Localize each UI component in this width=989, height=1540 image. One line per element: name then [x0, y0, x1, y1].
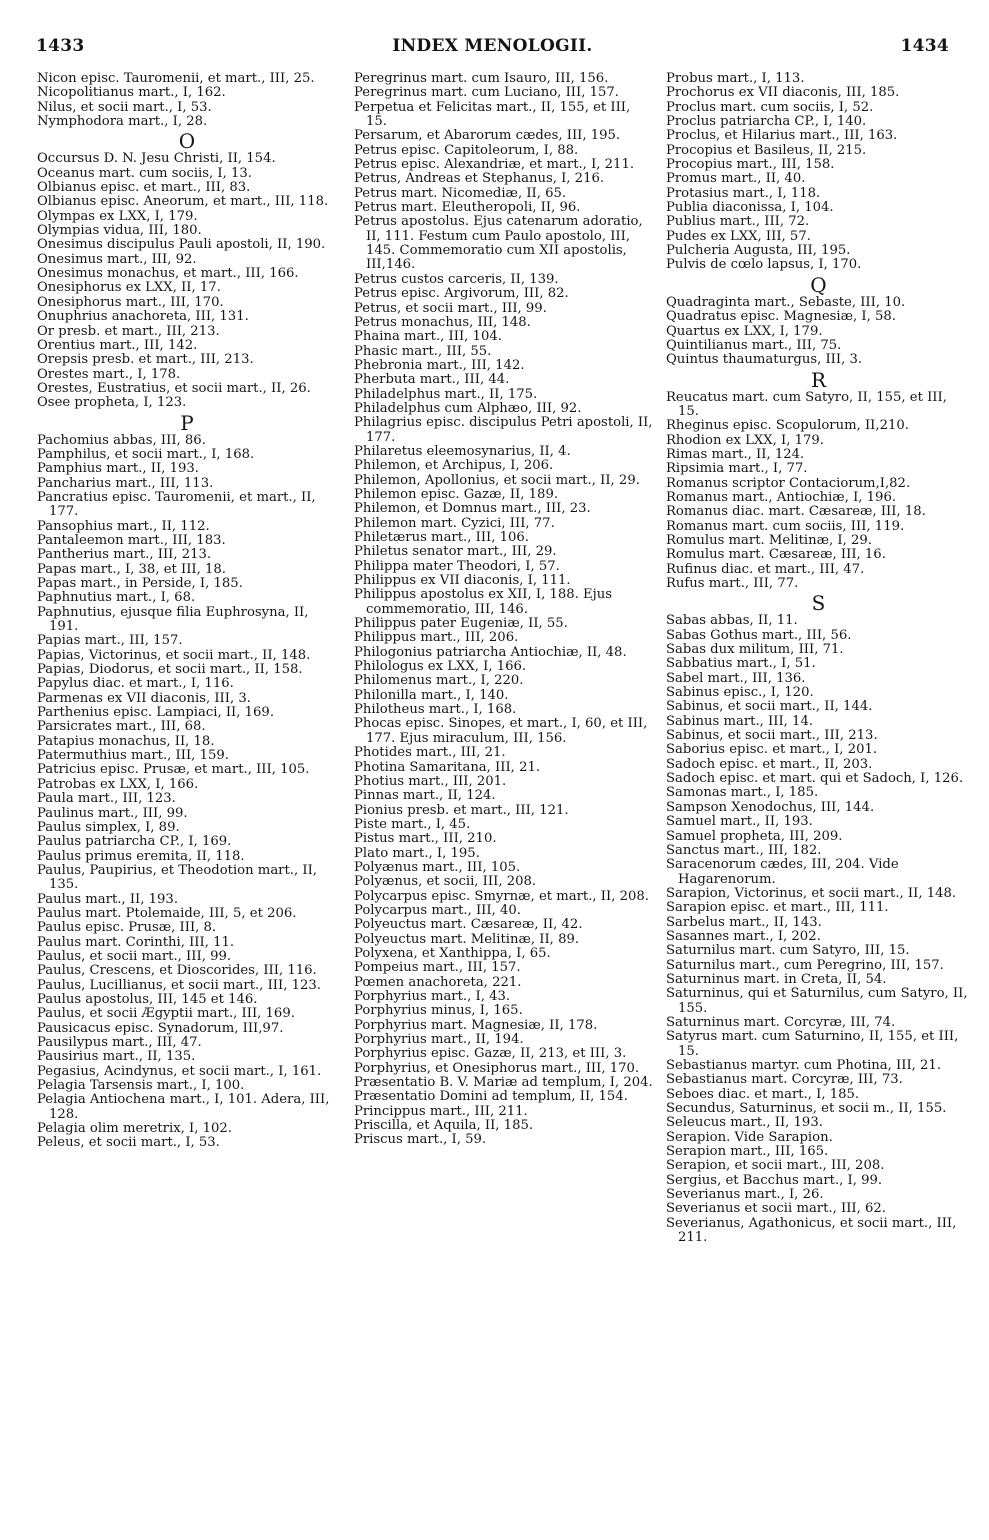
index-entry: Pegasius, Acindynus, et socii mart., I, 161.: [37, 1063, 322, 1079]
index-entry: Romanus mart., Antiochiæ, I, 196.: [666, 489, 897, 505]
index-entry: Pulcheria Augusta, III, 195.: [666, 243, 851, 259]
index-entry: Priscilla, et Aquila, II, 185.: [354, 1118, 534, 1134]
index-entry: Præsentatio B. V. Mariæ ad templum, I, 204.: [354, 1075, 653, 1091]
index-entry: Philemon, et Archipus, I, 206.: [354, 458, 554, 474]
letter-heading: Q: [810, 272, 827, 297]
index-entry: Quintus thaumaturgus, III, 3.: [666, 352, 863, 368]
index-entry: Papias mart., III, 157.: [37, 633, 183, 649]
index-entry: Quintilianus mart., III, 75.: [666, 337, 842, 353]
index-entry: Papylus diac. et mart., I, 116.: [37, 676, 234, 692]
index-entry: Saturnilus mart. cum Satyro, III, 15.: [666, 943, 910, 959]
index-entry: Romanus scriptor Contaciorum,I,82.: [666, 475, 911, 491]
index-entry: Pansophius mart., II, 112.: [37, 518, 210, 534]
index-entry: Pherbuta mart., III, 44.: [354, 372, 510, 388]
index-entry: Severianus, Agathonicus, et socii mart., III, 211.: [666, 1215, 957, 1246]
index-entry: Polyeuctus mart. Cæsareæ, II, 42.: [354, 917, 583, 933]
letter-heading: S: [811, 591, 826, 616]
index-entry: Parmenas ex VII diaconis, III, 3.: [37, 690, 251, 706]
index-entry: Saturnilus mart., cum Peregrino, III, 157.: [666, 957, 944, 973]
index-entry: Petrus mart. Eleutheropoli, II, 96.: [354, 200, 581, 216]
index-entry: Sanctus mart., III, 182.: [666, 842, 822, 858]
index-entry: Porphyrius minus, I, 165.: [354, 1003, 523, 1019]
index-entry: Pinnas mart., II, 124.: [354, 788, 496, 804]
index-entry: Seboes diac. et mart., I, 185.: [666, 1086, 860, 1102]
index-entry: Peregrinus mart. cum Isauro, III, 156.: [354, 71, 609, 86]
index-entry: Præsentatio Domini ad templum, II, 154.: [354, 1089, 628, 1105]
index-entry: Petrus episc. Alexandriæ, et mart., I, 211.: [354, 157, 635, 173]
letter-heading: R: [810, 367, 827, 392]
index-entry: Peregrinus mart. cum Luciano, III, 157.: [354, 85, 619, 101]
index-entry: Proclus, et Hilarius mart., III, 163.: [666, 128, 898, 144]
index-column-2: [354, 72, 654, 1148]
index-entry: Polyxena, et Xanthippa, I, 65.: [354, 945, 551, 961]
index-entry: Petrus episc. Argivorum, III, 82.: [354, 286, 569, 302]
index-entry: Persarum, et Abarorum cædes, III, 195.: [354, 128, 621, 144]
page-number-left: 1433: [36, 36, 85, 56]
index-entry: Philogonius patriarcha Antiochiæ, II, 48.: [354, 644, 627, 660]
index-entry: Onesimus discipulus Pauli apostoli, II, 190.: [37, 237, 326, 253]
index-entry: Philemon, Apollonius, et socii mart., II, 29.: [354, 472, 640, 488]
index-entry: Sarapion, Victorinus, et socii mart., II, 148.: [666, 885, 957, 901]
index-entry: Philagrius episc. discipulus Petri apostoli, II, 177.: [354, 415, 653, 445]
index-entry: Paulinus mart., III, 99.: [37, 805, 188, 821]
index-entry: Pœmen anachoreta, 221.: [354, 974, 522, 990]
index-entry: Phasic mart., III, 55.: [354, 343, 492, 359]
index-entry: Quadratus episc. Magnesiæ, I, 58.: [666, 309, 896, 325]
index-entry: Photius mart., III, 201.: [354, 773, 507, 789]
index-entry: Parsicrates mart., III, 68.: [37, 719, 206, 735]
index-entry: Pancharius mart., III, 113.: [37, 475, 214, 491]
index-entry: Satyrus mart. cum Saturnino, II, 155, et III, 15.: [666, 1029, 959, 1059]
index-entry: Porphyrius mart., I, 43.: [354, 989, 511, 1004]
index-entry: Porphyrius episc. Gazæ, II, 213, et III, 3.: [354, 1046, 627, 1062]
index-entry: Paulus, Lucillianus, et socii mart., III, 123.: [37, 977, 321, 993]
index-entry: Serapion mart., III, 165.: [666, 1144, 829, 1160]
index-entry: Petrus, Andreas et Stephanus, I, 216.: [354, 171, 605, 187]
index-entry: Oceanus mart. cum sociis, I, 13.: [37, 165, 252, 181]
index-entry: Philippus pater Eugeniæ, II, 55.: [354, 616, 568, 632]
index-entry: Philadelphus mart., II, 175.: [354, 386, 538, 402]
index-entry: Pausilypus mart., III, 47.: [37, 1035, 202, 1050]
index-entry: Pelagia olim meretrix, I, 102.: [37, 1121, 232, 1137]
index-entry: Pionius presb. et mart., III, 121.: [354, 802, 569, 818]
index-entry: Polyeuctus mart. Melitinæ, II, 89.: [354, 931, 580, 947]
index-entry: Seleucus mart., II, 193.: [666, 1115, 823, 1131]
index-entry: Sabas Gothus mart., III, 56.: [666, 627, 852, 643]
index-entry: Rimas mart., II, 124.: [666, 446, 805, 462]
index-entry: Reucatus mart. cum Satyro, II, 155, et III, 15.: [666, 389, 947, 419]
index-entry: Pantaleemon mart., III, 183.: [37, 532, 226, 548]
index-entry: Serapion. Vide Sarapion.: [666, 1129, 833, 1145]
index-entry: Serapion, et socii mart., III, 208.: [666, 1158, 885, 1174]
index-entry: Philonilla mart., I, 140.: [354, 687, 509, 703]
index-entry: Pudes ex LXX, III, 57.: [666, 228, 811, 244]
index-entry: Philologus ex LXX, I, 166.: [354, 659, 527, 675]
index-entry: Phocas episc. Sinopes, et mart., I, 60, et III, 177. Ejus miraculum, III, 156.: [354, 716, 648, 746]
index-entry: Patermuthius mart., III, 159.: [37, 748, 229, 764]
index-entry: Paulus, Crescens, et Dioscorides, III, 116.: [37, 963, 317, 979]
index-entry: Phebronia mart., III, 142.: [354, 357, 525, 373]
page-number-right: 1434: [900, 36, 949, 56]
index-entry: Petrus episc. Capitoleorum, I, 88.: [354, 142, 579, 158]
index-entry: Occursus D. N. Jesu Christi, II, 154.: [37, 151, 276, 167]
index-entry: Pausicacus episc. Synadorum, III,97.: [37, 1020, 284, 1036]
index-entry: Petrus mart. Nicomediæ, II, 65.: [354, 185, 567, 201]
index-entry: Secundus, Saturninus, et socii m., II, 155.: [666, 1101, 947, 1117]
index-entry: Saborius episc. et mart., I, 201.: [666, 742, 878, 758]
index-entry: Papias, Diodorus, et socii mart., II, 158.: [37, 662, 303, 678]
index-entry: Pantherius mart., III, 213.: [37, 547, 212, 563]
index-entry: Sabas abbas, II, 11.: [666, 613, 798, 629]
index-entry: Romulus mart. Cæsareæ, III, 16.: [666, 547, 886, 563]
index-entry: Petrus monachus, III, 148.: [354, 314, 531, 330]
index-entry: Onesiphorus ex LXX, II, 17.: [37, 280, 221, 296]
index-entry: Sampson Xenodochus, III, 144.: [666, 799, 875, 815]
index-entry: Onesiphorus mart., III, 170.: [37, 294, 224, 310]
page-title: INDEX MENOLOGII.: [392, 36, 593, 56]
index-entry: Papias, Victorinus, et socii mart., II, 148.: [37, 647, 311, 663]
index-entry: Nicon episc. Tauromenii, et mart., III, 25.: [37, 71, 315, 86]
index-entry: Paphnutius mart., I, 68.: [37, 590, 196, 606]
index-entry: Philotheus mart., I, 168.: [354, 702, 517, 718]
index-entry: Piste mart., I, 45.: [354, 816, 471, 832]
index-entry: Procopius et Basileus, II, 215.: [666, 142, 867, 158]
index-column-3: [666, 72, 971, 1245]
index-entry: Rufinus diac. et mart., III, 47.: [666, 561, 865, 577]
index-entry: Sergius, et Bacchus mart., I, 99.: [666, 1172, 883, 1188]
index-entry: Philaretus eleemosynarius, II, 4.: [354, 443, 571, 459]
index-entry: Publia diaconissa, I, 104.: [666, 200, 834, 216]
index-entry: Paulus patriarcha CP., I, 169.: [37, 834, 232, 850]
index-entry: Osee propheta, I, 123.: [37, 395, 187, 411]
index-entry: Orestes, Eustratius, et socii mart., II, 26.: [37, 380, 311, 396]
index-entry: Polycarpus episc. Smyrnæ, et mart., II, 208.: [354, 888, 649, 904]
index-entry: Saturninus mart. in Creta, II, 54.: [666, 971, 887, 987]
index-entry: Nilus, et socii mart., I, 53.: [37, 99, 212, 115]
index-entry: Pelagia Tarsensis mart., I, 100.: [37, 1078, 245, 1094]
index-entry: Procopius mart., III, 158.: [666, 157, 835, 173]
index-entry: Philemon episc. Gazæ, II, 189.: [354, 486, 559, 502]
index-entry: Onesimus mart., III, 92.: [37, 251, 197, 267]
index-entry: Saturninus mart. Corcyræ, III, 74.: [666, 1014, 896, 1030]
index-entry: Saturninus, qui et Saturnilus, cum Satyro, II, 155.: [666, 986, 968, 1016]
index-entry: Pausirius mart., II, 135.: [37, 1049, 196, 1065]
index-entry: Publius mart., III, 72.: [666, 214, 810, 230]
index-entry: Severianus mart., I, 26.: [666, 1187, 824, 1203]
index-entry: Promus mart., II, 40.: [666, 171, 806, 187]
index-entry: Olbianus episc. et mart., III, 83.: [37, 180, 251, 196]
index-entry: Paulus primus eremita, II, 118.: [37, 848, 245, 864]
index-entry: Orepsis presb. et mart., III, 213.: [37, 352, 254, 368]
index-entry: Or presb. et mart., III, 213.: [37, 323, 220, 339]
index-entry: Paulus simplex, I, 89.: [37, 819, 180, 835]
index-entry: Philadelphus cum Alphæo, III, 92.: [354, 400, 582, 416]
index-entry: Paulus, Paupirius, et Theodotion mart., II, 135.: [37, 862, 317, 893]
index-entry: Pompeius mart., III, 157.: [354, 960, 521, 976]
index-entry: Philomenus mart., I, 220.: [354, 673, 524, 689]
index-entry: Samonas mart., I, 185.: [666, 785, 819, 801]
letter-heading: O: [178, 129, 196, 154]
index-entry: Pelagia Antiochena mart., I, 101. Adera, III, 128.: [37, 1092, 330, 1122]
letter-heading: P: [180, 410, 194, 435]
index-entry: Proclus mart. cum sociis, I, 52.: [666, 99, 874, 115]
index-entry: Porphyrius mart. Magnesiæ, II, 178.: [354, 1017, 598, 1033]
index-entry: Polyænus, et socii, III, 208.: [354, 874, 537, 890]
index-entry: Paphnutius, ejusque filia Euphrosyna, II, 191.: [37, 604, 309, 635]
index-entry: Onuphrius anachoreta, III, 131.: [37, 309, 249, 325]
index-entry: Sabbatius mart., I, 51.: [666, 656, 816, 672]
index-entry: Paulus mart. Ptolemaide, III, 5, et 206.: [37, 905, 297, 921]
index-entry: Ripsimia mart., I, 77.: [666, 461, 808, 477]
index-entry: Philippus mart., III, 206.: [354, 630, 519, 646]
index-entry: Romanus diac. mart. Cæsareæ, III, 18.: [666, 504, 926, 520]
page-header: [36, 36, 949, 62]
index-entry: Petrus custos carceris, II, 139.: [354, 271, 559, 287]
index-entry: Sabinus, et socii mart., III, 213.: [666, 728, 878, 744]
index-entry: Rufus mart., III, 77.: [666, 576, 799, 591]
index-entry: Philemon, et Domnus mart., III, 23.: [354, 501, 591, 517]
index-entry: Pachomius abbas, III, 86.: [37, 432, 206, 448]
index-entry: Petrus, et socii mart., III, 99.: [354, 300, 547, 316]
index-entry: Phaina mart., III, 104.: [354, 329, 502, 345]
index-entry: Saracenorum cædes, III, 204. Vide Hagarenorum.: [666, 857, 899, 887]
index-entry: Princippus mart., III, 211.: [354, 1103, 528, 1119]
index-entry: Olympias vidua, III, 180.: [37, 223, 202, 239]
index-entry: Patapius monachus, II, 18.: [37, 733, 215, 749]
index-entry: Samuel mart., II, 193.: [666, 814, 813, 830]
index-column-1: [37, 72, 337, 1151]
index-entry: Sarapion episc. et mart., III, 111.: [666, 900, 889, 916]
index-entry: Philippus ex VII diaconis, I, 111.: [354, 573, 571, 589]
index-entry: Sebastianus mart. Corcyræ, III, 73.: [666, 1072, 903, 1088]
index-entry: Philippus apostolus ex XII, I, 188. Ejus commemoratio, III, 146.: [354, 587, 613, 617]
index-entry: Photides mart., III, 21.: [354, 745, 506, 761]
index-entry: Porphyrius, et Onesiphorus mart., III, 170.: [354, 1060, 640, 1076]
index-entry: Sasannes mart., I, 202.: [666, 928, 821, 944]
index-entry: Nymphodora mart., I, 28.: [37, 114, 208, 130]
index-entry: Sabinus mart., III, 14.: [666, 713, 814, 729]
index-entry: Sabinus, et socii mart., II, 144.: [666, 699, 873, 715]
index-entry: Paulus episc. Prusæ, III, 8.: [37, 920, 217, 936]
index-entry: Pamphilus, et socii mart., I, 168.: [37, 446, 255, 462]
index-entry: Sabas dux militum, III, 71.: [666, 642, 844, 658]
index-entry: Proclus patriarcha CP., I, 140.: [666, 114, 867, 130]
index-entry: Paulus apostolus, III, 145 et 146.: [37, 991, 258, 1007]
index-entry: Papas mart., I, 38, et III, 18.: [37, 561, 226, 577]
index-entry: Philippa mater Theodori, I, 57.: [354, 558, 560, 574]
index-entry: Papas mart., in Perside, I, 185.: [37, 576, 243, 591]
index-entry: Paulus, et socii mart., III, 99.: [37, 948, 232, 964]
index-entry: Rhodion ex LXX, I, 179.: [666, 432, 824, 448]
index-entry: Sabinus episc., I, 120.: [666, 685, 814, 701]
index-entry: Paulus, et socii Ægyptii mart., III, 169.: [37, 1006, 295, 1022]
index-entry: Quadraginta mart., Sebaste, III, 10.: [666, 294, 906, 310]
index-entry: Sadoch episc. et mart. qui et Sadoch, I, 126.: [666, 771, 964, 787]
index-entry: Protasius mart., I, 118.: [666, 185, 821, 201]
index-entry: Pamphius mart., II, 193.: [37, 461, 199, 477]
index-entry: Samuel propheta, III, 209.: [666, 828, 843, 844]
index-entry: Patrobas ex LXX, I, 166.: [37, 776, 199, 792]
index-entry: Pistus mart., III, 210.: [354, 831, 497, 847]
index-entry: Priscus mart., I, 59.: [354, 1132, 487, 1148]
index-entry: Porphyrius mart., II, 194.: [354, 1032, 524, 1048]
index-entry: Peleus, et socii mart., I, 53.: [37, 1135, 220, 1151]
index-entry: Quartus ex LXX, I, 179.: [666, 323, 823, 339]
index-entry: Plato mart., I, 195.: [354, 845, 480, 861]
index-entry: Romanus mart. cum sociis, III, 119.: [666, 518, 905, 534]
index-entry: Pancratius episc. Tauromenii, et mart., II, 177.: [37, 489, 316, 520]
index-entry: Orestes mart., I, 178.: [37, 366, 181, 382]
index-entry: Patricius episc. Prusæ, et mart., III, 105.: [37, 762, 310, 778]
index-entry: Pulvis de cœlo lapsus, I, 170.: [666, 257, 862, 273]
index-entry: Romulus mart. Melitinæ, I, 29.: [666, 532, 872, 548]
index-entry: Polycarpus mart., III, 40.: [354, 902, 521, 918]
index-entry: Onesimus monachus, et mart., III, 166.: [37, 266, 299, 282]
index-entry: Parthenius episc. Lampiaci, II, 169.: [37, 705, 275, 721]
index-entry: Sabel mart., III, 136.: [666, 670, 806, 686]
index-entry: Probus mart., I, 113.: [666, 71, 805, 86]
index-entry: Severianus et socii mart., III, 62.: [666, 1201, 886, 1217]
index-entry: Sadoch episc. et mart., II, 203.: [666, 756, 873, 772]
index-entry: Photina Samaritana, III, 21.: [354, 759, 541, 775]
index-entry: Philetus senator mart., III, 29.: [354, 544, 557, 560]
index-entry: Olbianus episc. Aneorum, et mart., III, 118.: [37, 194, 329, 210]
index-entry: Orentius mart., III, 142.: [37, 337, 198, 353]
index-entry: Paulus mart., II, 193.: [37, 891, 179, 907]
index-entry: Petrus apostolus. Ejus catenarum adoratio, II, 111. Festum cum Paulo apostolo, III, 145. Commemoratio cum XII apostolis, III,146.: [354, 214, 643, 273]
index-entry: Prochorus ex VII diaconis, III, 185.: [666, 85, 900, 101]
index-entry: Rheginus episc. Scopulorum, II,210.: [666, 418, 909, 434]
index-entry: Olympas ex LXX, I, 179.: [37, 208, 198, 224]
index-entry: Sebastianus martyr. cum Photina, III, 21.: [666, 1058, 942, 1073]
index-entry: Philemon mart. Cyzici, III, 77.: [354, 515, 555, 531]
index-entry: Paulus mart. Corinthi, III, 11.: [37, 934, 235, 950]
index-entry: Philetærus mart., III, 106.: [354, 530, 529, 545]
index-entry: Polyænus mart., III, 105.: [354, 859, 521, 875]
index-entry: Paula mart., III, 123.: [37, 791, 176, 807]
index-entry: Nicopolitianus mart., I, 162.: [37, 85, 226, 101]
index-entry: Sarbelus mart., II, 143.: [666, 914, 822, 930]
index-entry: Perpetua et Felicitas mart., II, 155, et III, 15.: [354, 99, 631, 130]
